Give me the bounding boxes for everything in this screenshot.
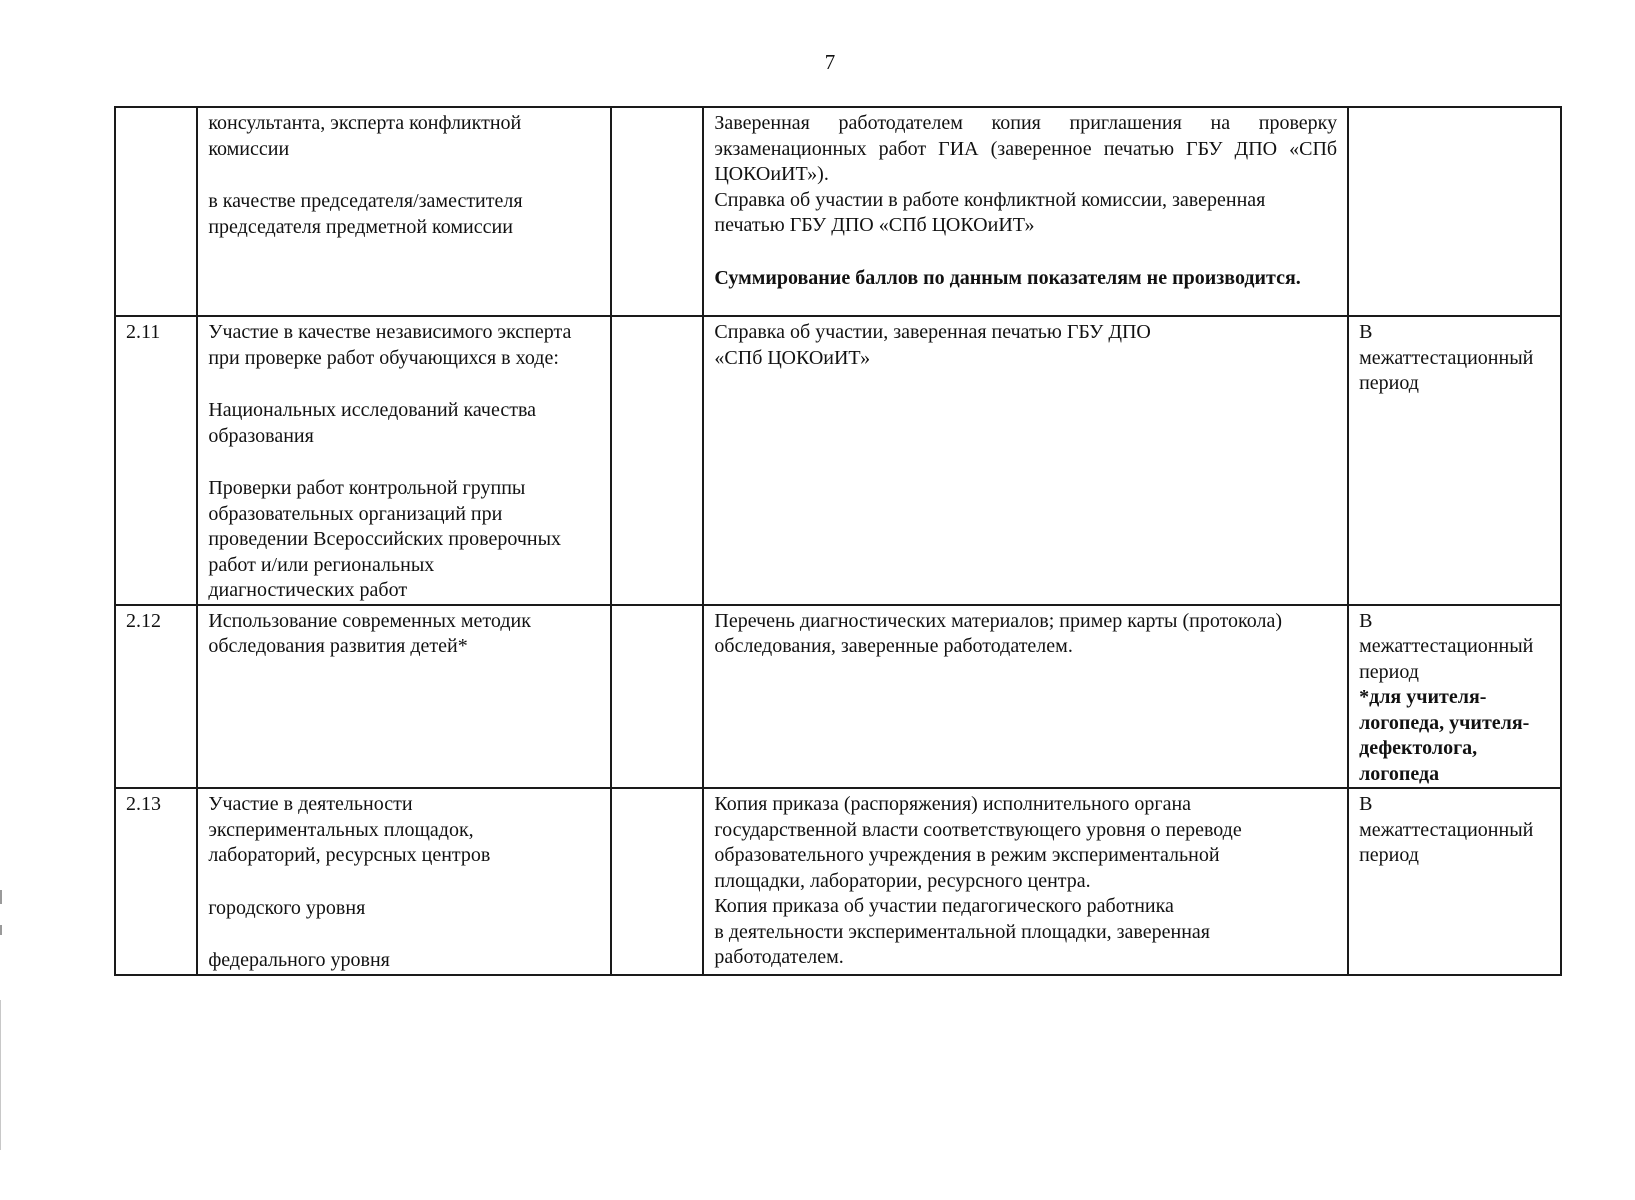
- indicator-line: проведении Всероссийских проверочных: [208, 528, 562, 550]
- indicator-cell: [197, 605, 611, 789]
- scan-edge-mark: [0, 1000, 1, 1150]
- summation-note: Суммирование баллов по данным показателям не производится.: [714, 266, 1301, 289]
- indicator-line: Участие в деятельности: [208, 793, 413, 815]
- indicator-cell: [197, 107, 611, 316]
- period-cell: [1348, 107, 1561, 316]
- document-line: в деятельности экспериментальной площадки, заверенная: [714, 920, 1210, 943]
- indicator-line: экспериментальных площадок,: [208, 818, 474, 841]
- document-cell: [703, 107, 1348, 316]
- table-row: [115, 107, 1561, 316]
- indicator-line: комиссии: [208, 137, 290, 160]
- table-row: [115, 316, 1561, 605]
- document-line: «СПб ЦОКОиИТ»: [714, 346, 871, 369]
- period-cell: [1348, 788, 1561, 975]
- indicator-cell: [197, 788, 611, 975]
- score-cell: [611, 605, 703, 789]
- indicator-line: городского уровня: [208, 896, 366, 919]
- indicator-line: Проверки работ контрольной группы: [208, 477, 526, 499]
- indicator-line: диагностических работ: [208, 579, 408, 601]
- indicator-line: председателя предметной комиссии: [208, 215, 513, 238]
- period-text: В межаттестационный период: [1359, 609, 1534, 683]
- row-number-cell: 2.12: [115, 605, 197, 789]
- scan-edge-mark: [0, 890, 2, 904]
- document-line: Перечень диагностических материалов; пример карты (протокола): [714, 609, 1282, 632]
- position-note: *для учителя-логопеда, учителя-дефектолога, логопеда: [1359, 686, 1530, 785]
- row-number-cell: 2.13: [115, 788, 197, 975]
- row-number-cell: 2.11: [115, 316, 197, 605]
- document-cell: [703, 316, 1348, 605]
- document-line: Справка об участии, заверенная печатью ГБУ ДПО: [714, 321, 1151, 343]
- indicator-cell: [197, 316, 611, 605]
- document-text: Заверенная работодателем копия приглашения на проверку экзаменационных работ ГИА (заверенное печатью ГБУ ДПО «СПб ЦОКОиИТ»).: [714, 112, 1338, 185]
- document-cell: [703, 605, 1348, 789]
- indicator-line: образовательных организаций при: [208, 502, 503, 525]
- score-cell: [611, 107, 703, 316]
- document-text: Справка об участии в работе конфликтной комиссии, заверенная печатью ГБУ ДПО «СПб ЦОКОиИТ»: [714, 188, 1266, 236]
- indicator-line: обследования развития детей*: [208, 635, 468, 657]
- indicator-line: федерального уровня: [208, 949, 390, 971]
- table-row: [115, 788, 1561, 975]
- document-line: Копия приказа (распоряжения) исполнительного органа: [714, 793, 1192, 815]
- page-number: 7: [824, 50, 836, 74]
- row-number-cell: [115, 107, 197, 316]
- scan-edge-mark: [0, 925, 2, 935]
- criteria-table: [114, 106, 1562, 976]
- document-line: Копия приказа об участии педагогического работника: [714, 895, 1174, 917]
- indicator-line: лабораторий, ресурсных центров: [208, 844, 491, 866]
- document-line: обследования, заверенные работодателем.: [714, 635, 1073, 657]
- period-cell: [1348, 316, 1561, 605]
- indicator-line: в качестве председателя/заместителя: [208, 190, 523, 212]
- document-line: государственной власти соответствующего уровня о переводе: [714, 818, 1242, 841]
- indicator-line: работ и/или региональных: [208, 553, 435, 576]
- indicator-line: Национальных исследований качества: [208, 399, 537, 421]
- document-cell: [703, 788, 1348, 975]
- indicator-line: при проверке работ обучающихся в ходе:: [208, 346, 559, 369]
- period-text: В межаттестационный период: [1359, 793, 1534, 866]
- document-line: работодателем.: [714, 946, 844, 968]
- period-cell: [1348, 605, 1561, 789]
- indicator-line: Использование современных методик: [208, 609, 531, 632]
- table-row: [115, 605, 1561, 789]
- score-cell: [611, 316, 703, 605]
- indicator-line: образования: [208, 424, 314, 447]
- document-line: площадки, лаборатории, ресурсного центра.: [714, 869, 1091, 892]
- indicator-line: Участие в качестве независимого эксперта: [208, 321, 572, 343]
- indicator-line: консультанта, эксперта конфликтной: [208, 112, 522, 134]
- score-cell: [611, 788, 703, 975]
- document-line: образовательного учреждения в режим экспериментальной: [714, 844, 1220, 866]
- period-text: В межаттестационный период: [1359, 321, 1534, 394]
